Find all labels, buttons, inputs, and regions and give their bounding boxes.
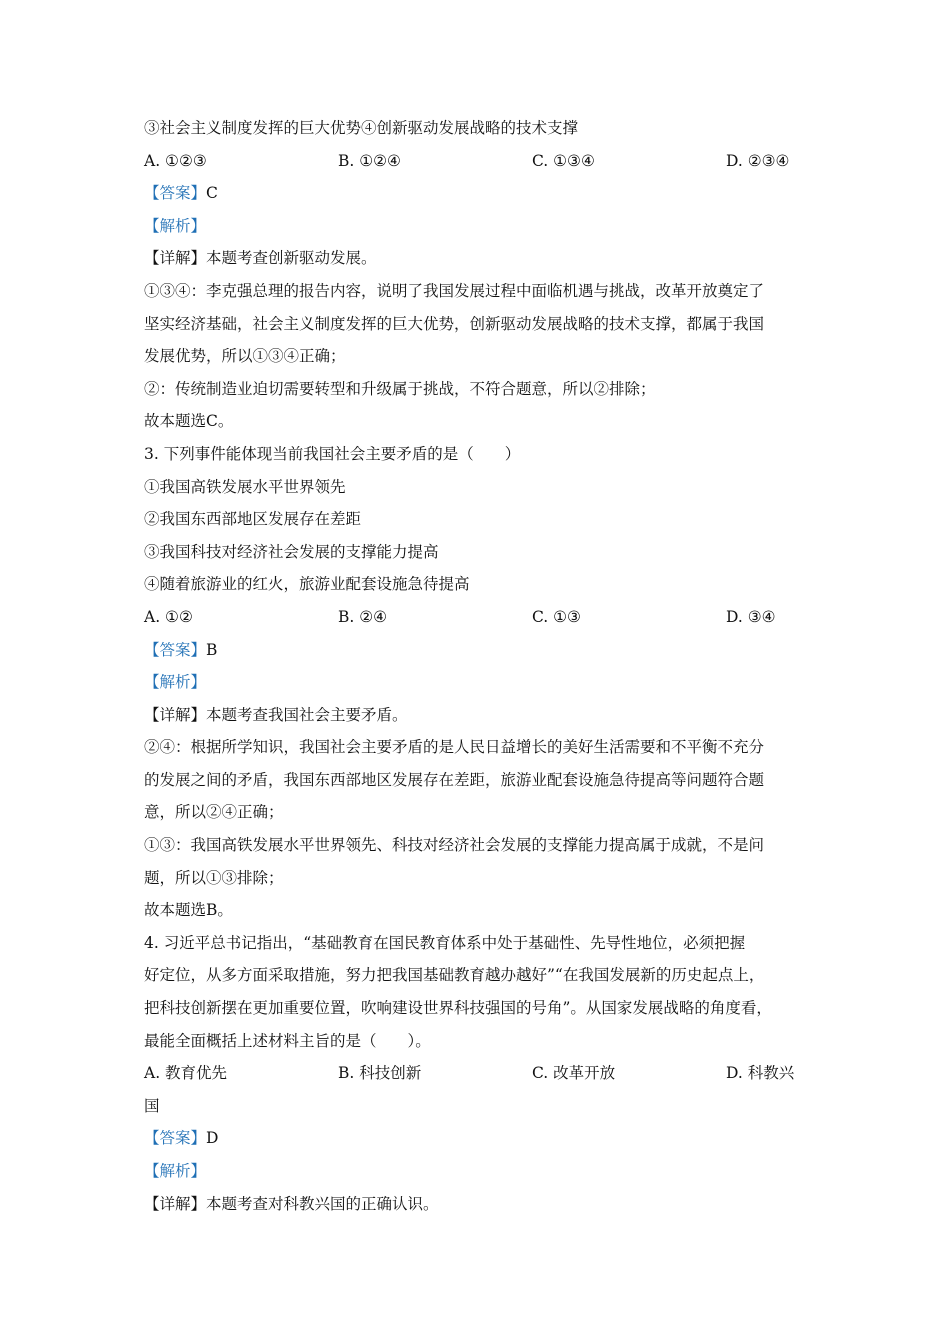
detail-text: 本题考查对科教兴国的正确认识。 [206, 1194, 439, 1213]
detail-text: 本题考查我国社会主要矛盾。 [206, 705, 408, 724]
text-line: 坚实经济基础，社会主义制度发挥的巨大优势，创新驱动发展战略的技术支撑，都属于我国 [144, 314, 765, 333]
text-line: ①③④：李克强总理的报告内容，说明了我国发展过程中面临机遇与挑战，改革开放奠定了 [144, 281, 765, 300]
q4-option-d: D. 科教兴 [726, 1064, 795, 1083]
text-line: 意，所以②④正确； [144, 803, 284, 822]
q4-options [144, 1057, 809, 1090]
text-line: 题，所以①③排除； [144, 868, 284, 887]
detail-tag: 【详解】 [144, 1194, 207, 1213]
detail-tag: 【详解】 [144, 249, 207, 268]
answer-tag: 【答案】 [144, 640, 207, 659]
q3-options [144, 601, 809, 634]
q4-option-d-wrap: 国 [144, 1096, 160, 1115]
detail-text: 本题考查创新驱动发展。 [206, 249, 377, 268]
q3-detail [144, 699, 809, 732]
q3-statement-4: ④随着旅游业的红火，旅游业配套设施急待提高 [144, 575, 470, 594]
q2-detail [144, 242, 809, 275]
text-line: 发展优势，所以①③④正确； [144, 347, 346, 366]
q3-statement-3: ③我国科技对经济社会发展的支撑能力提高 [144, 542, 439, 561]
q2-option-c: C. ①③④ [532, 151, 595, 170]
q3-statement-2: ②我国东西部地区发展存在差距 [144, 510, 362, 529]
text-line: ①③：我国高铁发展水平世界领先、科技对经济社会发展的支撑能力提高属于成就，不是问 [144, 836, 765, 855]
q3-analysis [144, 666, 809, 699]
q4-stem-4: 最能全面概括上述材料主旨的是（ ）。 [144, 1031, 431, 1050]
answer-tag: 【答案】 [144, 184, 207, 203]
analysis-tag: 【解析】 [144, 673, 207, 692]
q4-answer [144, 1122, 809, 1155]
q3-answer [144, 634, 809, 667]
text-line: ③社会主义制度发挥的巨大优势④创新驱动发展战略的技术支撑 [144, 119, 579, 137]
q3-option-a: A. ①② [144, 607, 193, 626]
q3-option-d: D. ③④ [726, 607, 776, 626]
q4-stem-2: 好定位，从多方面采取措施，努力把我国基础教育越办越好”“在我国发展新的历史起点上， [144, 966, 765, 985]
text-line: ②：传统制造业迫切需要转型和升级属于挑战，不符合题意，所以②排除； [144, 379, 656, 398]
answer-value: D [206, 1129, 219, 1148]
document-body [144, 112, 809, 1220]
analysis-tag: 【解析】 [144, 216, 207, 235]
q4-option-a: A. 教育优先 [144, 1064, 228, 1083]
analysis-tag: 【解析】 [144, 1162, 207, 1180]
q4-analysis [144, 1155, 809, 1188]
q4-stem-3: 把科技创新摆在更加重要位置，吹响建设世界科技强国的号角”。从国家发展战略的角度看， [144, 999, 772, 1018]
text-line: 的发展之间的矛盾，我国东西部地区发展存在差距，旅游业配套设施急待提高等问题符合题 [144, 770, 765, 789]
detail-tag: 【详解】 [144, 705, 207, 724]
q3-stem: 3. 下列事件能体现当前我国社会主要矛盾的是（ ） [144, 444, 521, 463]
text-line: ②④：根据所学知识，我国社会主要矛盾的是人民日益增长的美好生活需要和不平衡不充分 [144, 738, 765, 757]
q3-option-b: B. ②④ [338, 607, 388, 626]
q4-detail [144, 1188, 809, 1221]
answer-value: B [206, 640, 218, 659]
q2-option-d: D. ②③④ [726, 151, 790, 170]
q4-option-c: C. 改革开放 [532, 1064, 616, 1083]
q4-stem-1: 4. 习近平总书记指出，“基础教育在国民教育体系中处于基础性、先导性地位，必须把握 [144, 933, 746, 952]
answer-tag: 【答案】 [144, 1129, 207, 1148]
q2-option-b: B. ①②④ [338, 151, 401, 170]
text-line: 故本题选B。 [144, 901, 233, 920]
answer-value: C [206, 184, 218, 203]
q3-statement-1: ①我国高铁发展水平世界领先 [144, 477, 346, 496]
q2-options [144, 145, 809, 178]
q4-option-b: B. 科技创新 [338, 1064, 422, 1083]
q2-answer [144, 177, 809, 210]
text-line: 故本题选C。 [144, 412, 234, 431]
q2-option-a: A. ①②③ [144, 151, 207, 170]
q3-option-c: C. ①③ [532, 607, 581, 626]
q2-analysis [144, 210, 809, 243]
